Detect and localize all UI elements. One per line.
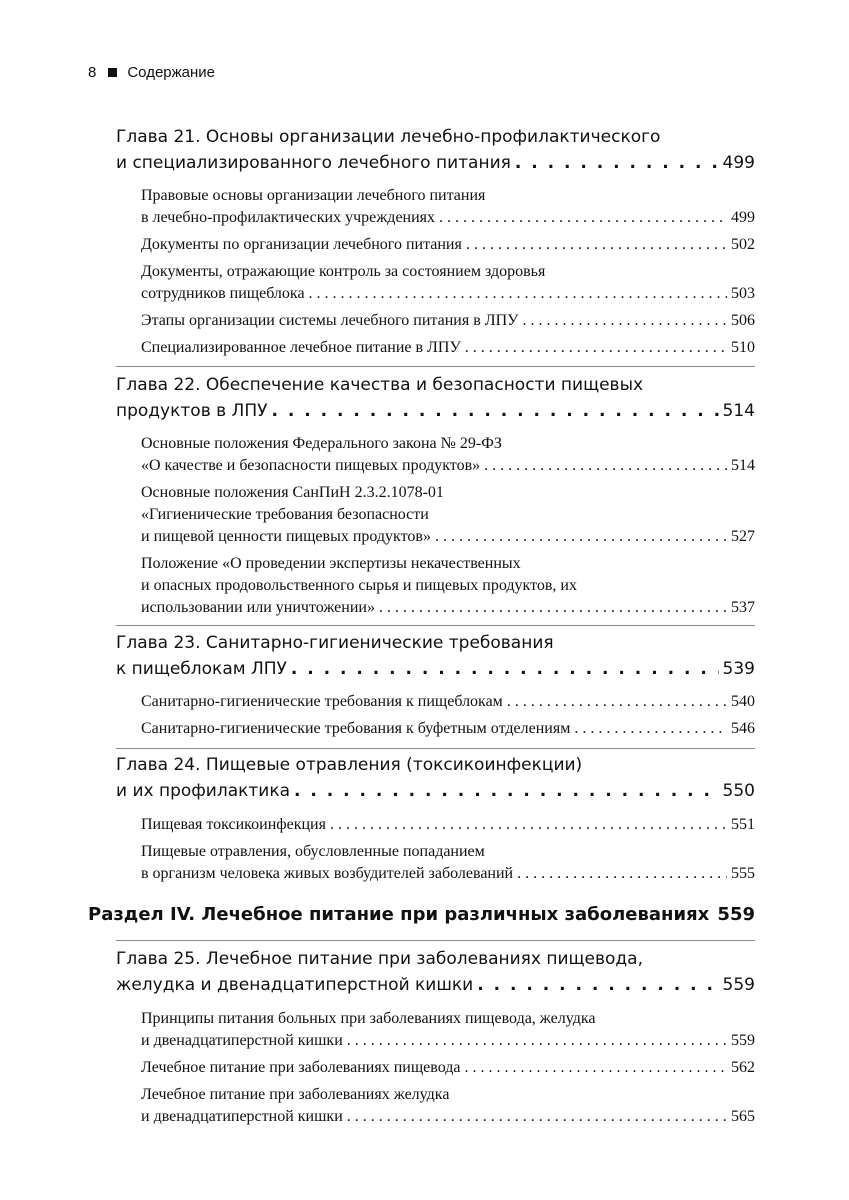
toc-entry-line1: Лечебное питание при заболеваниях желудка <box>141 1086 450 1103</box>
leader-dots <box>294 781 719 801</box>
toc-entry[interactable]: и двенадцатиперстной кишки . . . 565 <box>141 1108 755 1126</box>
chapter-divider <box>116 625 755 626</box>
page-ref: 539 <box>722 659 755 679</box>
toc-entry[interactable]: «О качестве и безопасности пищевых продуктов» . . . 514 <box>141 457 755 475</box>
page-ref: 555 <box>731 865 755 882</box>
page-ref: 502 <box>731 236 755 253</box>
toc-entry-line1: Основные положения СанПиН 2.3.2.1078-01 <box>141 484 444 501</box>
leader-dots <box>477 975 718 995</box>
leader-dots <box>507 693 727 711</box>
toc-entry-line1: Пищевые отравления, обусловленные попаданием <box>141 843 485 860</box>
toc-entry[interactable]: сотрудников пищеблока . . . 503 <box>141 285 755 303</box>
chapter-divider <box>116 748 755 749</box>
leader-dots <box>465 1059 728 1077</box>
page-ref: 527 <box>731 528 755 545</box>
leader-dots <box>465 339 727 357</box>
section-4-title[interactable]: Раздел IV. Лечебное питание при различных заболеваниях . . . 559 <box>88 904 755 925</box>
toc-entry[interactable]: Специализированное лечебное питание в ЛПУ . . . 510 <box>141 339 755 357</box>
leader-dots <box>330 816 727 834</box>
page-ref: 510 <box>731 339 755 356</box>
page-ref: 559 <box>731 1032 755 1049</box>
chapter-divider <box>116 366 755 367</box>
leader-dots <box>347 1032 727 1050</box>
toc-entry[interactable]: Лечебное питание при заболеваниях пищевода . . . 562 <box>141 1059 755 1077</box>
toc-entry[interactable]: Санитарно-гигиенические требования к буфетным отделениям . . . 546 <box>141 720 755 738</box>
chapter-divider <box>116 940 755 941</box>
page-ref: 546 <box>731 720 755 737</box>
chapter-25-title-line2[interactable]: желудка и двенадцатиперстной кишки . . . 559 <box>116 975 755 995</box>
toc-entry-line2: «Гигиенические требования безопасности <box>141 506 429 523</box>
leader-dots <box>522 312 727 330</box>
toc-entry[interactable]: Этапы организации системы лечебного питания в ЛПУ . . . 506 <box>141 312 755 330</box>
page-ref: 565 <box>731 1108 755 1125</box>
toc-entry[interactable]: Документы по организации лечебного питания . . . 502 <box>141 236 755 254</box>
leader-dots <box>574 720 727 738</box>
page-ref: 514 <box>731 457 755 474</box>
leader-dots <box>517 865 727 883</box>
toc-entry[interactable]: Пищевая токсикоинфекция . . . 551 <box>141 816 755 834</box>
page-ref: 550 <box>722 781 755 801</box>
chapter-23-title-line1[interactable]: Глава 23. Санитарно-гигиенические требования <box>116 633 554 653</box>
toc-entry-line1: Документы, отражающие контроль за состоянием здоровья <box>141 263 546 280</box>
chapter-21-title-line2[interactable]: и специализированного лечебного питания . . . 499 <box>116 153 755 173</box>
chapter-25-title-line1[interactable]: Глава 25. Лечебное питание при заболеваниях пищевода, <box>116 949 643 969</box>
leader-dots <box>435 528 727 546</box>
toc-entry-line1: Основные положения Федерального закона № 29-ФЗ <box>141 435 502 452</box>
page-ref: 537 <box>731 599 755 616</box>
page-ref: 514 <box>722 401 755 421</box>
page-ref: 559 <box>717 904 755 925</box>
leader-dots <box>439 209 727 227</box>
square-bullet-icon <box>108 68 117 77</box>
leader-dots <box>484 457 727 475</box>
chapter-24-title-line2[interactable]: и их профилактика . . . 550 <box>116 781 755 801</box>
toc-entry[interactable]: в организм человека живых возбудителей заболеваний . . . 555 <box>141 865 755 883</box>
chapter-22-title-line2[interactable]: продуктов в ЛПУ . . . 514 <box>116 401 755 421</box>
toc-entry-line2: и опасных продовольственного сырья и пищевых продуктов, их <box>141 577 577 594</box>
running-title: Содержание <box>127 64 216 81</box>
page-ref: 559 <box>722 975 755 995</box>
toc-entry-line1: Принципы питания больных при заболеваниях пищевода, желудка <box>141 1010 596 1027</box>
toc-entry[interactable]: и двенадцатиперстной кишки . . . 559 <box>141 1032 755 1050</box>
toc-entry[interactable]: использовании или уничтожении» . . . 537 <box>141 599 755 617</box>
leader-dots <box>379 599 727 617</box>
leader-dots <box>309 285 727 303</box>
running-header <box>88 64 215 81</box>
toc-entry-line1: Правовые основы организации лечебного питания <box>141 187 486 204</box>
chapter-23-title-line2[interactable]: к пищеблокам ЛПУ . . . 539 <box>116 659 755 679</box>
page-ref: 562 <box>731 1059 755 1076</box>
page-ref: 499 <box>731 209 755 226</box>
toc-entry[interactable]: в лечебно-профилактических учреждениях . . . 499 <box>141 209 755 227</box>
leader-dots <box>515 153 719 173</box>
page-ref: 506 <box>731 312 755 329</box>
chapter-21-title-line1[interactable]: Глава 21. Основы организации лечебно-профилактического <box>116 127 661 147</box>
toc-entry[interactable]: Санитарно-гигиенические требования к пищеблокам . . . 540 <box>141 693 755 711</box>
leader-dots <box>347 1108 727 1126</box>
toc-entry[interactable]: и пищевой ценности пищевых продуктов» . . . 527 <box>141 528 755 546</box>
leader-dots <box>466 236 727 254</box>
page-ref: 503 <box>731 285 755 302</box>
toc-entry-line1: Положение «О проведении экспертизы некачественных <box>141 555 521 572</box>
chapter-24-title-line1[interactable]: Глава 24. Пищевые отравления (токсикоинфекции) <box>116 755 583 775</box>
page-ref: 551 <box>731 816 755 833</box>
chapter-22-title-line1[interactable]: Глава 22. Обеспечение качества и безопасности пищевых <box>116 375 644 395</box>
page-number: 8 <box>88 64 97 81</box>
leader-dots <box>291 659 719 679</box>
page-ref: 540 <box>731 693 755 710</box>
leader-dots <box>271 401 718 421</box>
page-ref: 499 <box>722 153 755 173</box>
